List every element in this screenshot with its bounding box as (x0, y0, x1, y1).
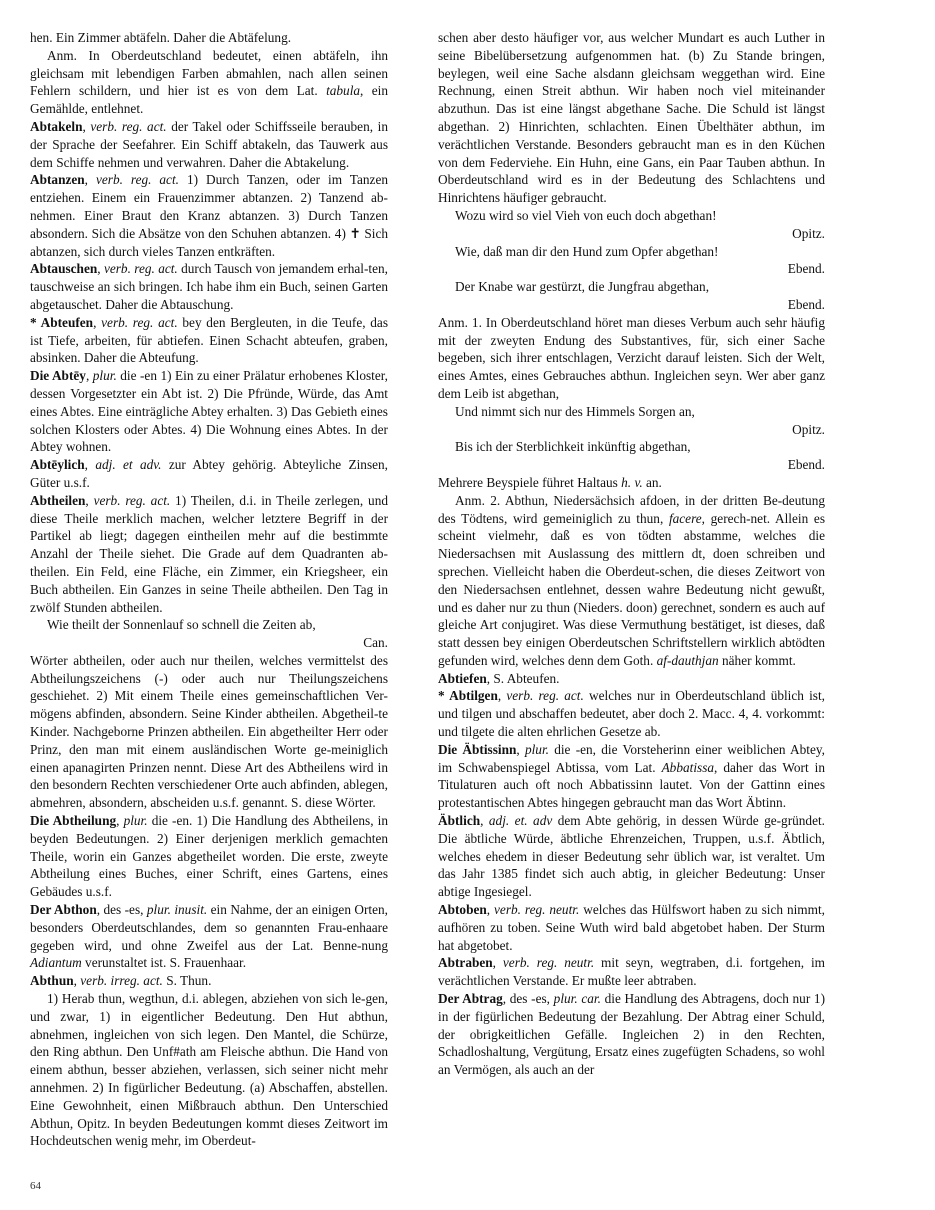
entry-abteylich: Abtēylich, adj. et adv. zur Abtey gehörig. Abteyliche Zinsen, Güter u.s.f. (30, 457, 388, 490)
verse-quote: Und nimmt sich nur des Himmels Sorgen an, (455, 403, 695, 419)
headword: * Abtilgen (438, 688, 498, 704)
entry-abtiefen: Abtiefen, S. Abteufen. (438, 670, 560, 686)
entry-abthun: Abthun, verb. irreg. act. S. Thun. (30, 973, 212, 989)
entry-abtey: Die Abtēy, plur. die -en 1) Ein zu einer Prälatur erhobenes Kloster, dessen Vorgesetzter ein Abt ist. 2) Die Pfründe, Würde, das Amt eines Abtes. Eine einträgliche Abtey erhalten. 3) Das Gebieth eines solchen Klosters oder Abtes. 4) Die Wohnung eines Abtes. In der Abtey wohnen. (30, 368, 388, 455)
entry-abtauschen: Abtauschen, verb. reg. act. durch Tausch von jemandem erhal-ten, tauschweise an sich bringen. Ich habe ihm ein Buch, seinen Garten abgetauschet. Daher die Abtauschung. (30, 261, 388, 312)
headword: Der Abtrag (438, 991, 503, 1007)
entry-abtilgen: * Abtilgen, verb. reg. act. welches nur in Oberdeutschland üblich ist, und tilgen und abschaffen bedeutet, aber doch 2. Macc. 4, 4. vorkommt: und tilgete die alten ehrlichen Gesetze ab. (438, 688, 825, 740)
entry-abtheilung: Die Abtheilung, plur. die -en. 1) Die Handlung des Abtheilens, in beyden Bedeutungen. 2) Einer derjenigen merklich gemachten Theile, worin ein Ganzes abgetheilet worden. Die erste, zweyte Abtheilung eines Buches, einer Schrift, eines Gartens, eines Gebäudes u.s.f. (30, 813, 388, 900)
left-column (30, 29, 388, 1150)
entry-abthun-sense-1: 1) Herab thun, wegthun, d.i. ablegen, abziehen von sich le-gen, und zwar, 1) in eigentlicher Bedeutung. Den Hut abthun, abnehmen, ingleichen von sich legen. Den Mantel, die Schürze, den Ring abthun. Den Unf#ath am Fleische abthun. Die Hand von einem abthun, besser abziehen, verlassen, sich seiner nicht mehr annehmen. 2) In figürlicher Bedeutung. (a) Abschaffen, abstellen. Eine Gewohnheit, einen Mißbrauch abthun. Den Unterschied Abthun, Opitz. In beyden Bedeutungen kommt dieses Zeitwort im Hochdeutschen wenig mehr, im Oberdeut- (30, 991, 388, 1149)
headword: Der Abthon (30, 902, 97, 918)
entry-abtakeln: Abtakeln, verb. reg. act. der Takel oder Schiffsseile berauben, in der Sprache der Seefahrer. Ein Schiff abtakeln, das Tauwerk aus dem Schiffe nehmen und verwahren. Daher die Abtakelung. (30, 118, 388, 170)
note-anm-2: Anm. 2. Abthun, Niedersächsich afdoen, in der dritten Be-deutung des Tödtens, wird gemeiniglich zu thun, facere, gerech-net. Allein es scheint vielmehr, daß es von tödten abstamme, welches die Niedersachsen mit Auslassung des mittlern dt, doen schreiben und sprechen. Vielleicht haben die Oberdeut-schen, die dieses Zeitwort von den Niedersachsen entlehnet, dessen wahre Bedeutung nicht gewußt, und es daher nur zu thun (Nieders. doon) gerechnet, sondern es auch auf gleiche Art conjugiret. Was diese Vermuthung bestätiget, ist dieses, daß statt dessen bey einigen Oberdeutschen Schriftstellern wirklich abtödten gefunden wird, welches denn dem Goth. af-dauthjan näher kommt. (438, 492, 825, 668)
entry-abtheilen: Abtheilen, verb. reg. act. 1) Theilen, d.i. in Theile zerlegen, und diese Theile merklich machen, welcher letztere Begriff in der Partikel ab liegt; dagegen eintheilen mehr auf die bestimmte Anzahl der Theile siehet. Die Grade auf dem Quadranten ab-theilen. Ein Feld, eine Fläche, ein Zimmer, ein Kriegsheer, ein Buch abtheilen. Ein Ganzes in seine Theile abtheilen. Den Tag in zwölf Stunden abtheilen. (30, 492, 388, 615)
headword: Abtakeln (30, 118, 83, 134)
headword: Abtēylich (30, 457, 85, 473)
entry-abtheilen-continued: Wörter abtheilen, oder auch nur theilen, welches vermittelst des Abtheilungszeichens (-) oder auch nur Theilungszeichens geschiehet. 2) Mit einem Theile eines gemeinschaftlichen Ver-mögens abfinden, absondern. Seine Kinder abtheilen. Abgetheil-te Kinder. Nachgeborne Prinzen abtheilen. Ein abgetheilter Herr oder Prinz, den man mit einem ausländischen Worte ge-meiniglich einen apanagirten Prinzen nennt. Diese Art des Abtheilens wird in den besondern Rechten verschiedener Orte auch abfinden, ablegen, abmehren, absondern, abscheiden u.s.f. genannt. S. diese Wörter. (30, 652, 388, 811)
page-number: 64 (30, 1180, 41, 1192)
headword: Die Abtheilung (30, 813, 117, 829)
note-anm-1: Anm. 1. In Oberdeutschland höret man dieses Verbum auch sehr häufig mit der zweyten Endung des Substantives, für, sich einer Sache begeben, sich ihrer entschlagen, Verzicht darauf leisten. Sich der Welt, eines Amtes, eines Gebrauches abthun. Ingleichen seyn. Wer aber ganz dem Leib ist abgethan, (438, 314, 825, 401)
headword: Abtiefen (438, 670, 487, 686)
headword: Abtanzen (30, 172, 85, 188)
entry-abtoben: Abtoben, verb. reg. neutr. welches das Hülfswort haben zu sich nimmt, aufhören zu toben. Seine Wuth wird bald abgetobet haben. Der Sturm hat abgetobet. (438, 902, 825, 953)
quote-source: Ebend. (787, 457, 825, 473)
verse-quote: Wozu wird so viel Vieh von euch doch abgethan! (455, 207, 717, 223)
quote-source: Can. (363, 635, 388, 651)
continued-text: hen. Ein Zimmer abtäfeln. Daher die Abtäfelung. (30, 30, 292, 45)
verse-quote: Wie theilt der Sonnenlauf so schnell die Zeiten ab, (47, 617, 316, 633)
continued-text: schen aber desto häufiger vor, aus welcher Mundart es auch Luther in seine Bibelübersetzung aufgenommen hat. (b) Zu Stande bringen, beylegen, weil eine Sache alsdann gleichsam weggethan wird. Eine Rechnung, einen Streit abthun. Wir haben noch viel miteinander abzuthun. Das ist eine längst abgethane Sache. Die Schuld ist längst abgethan. 2) Hinrichten, schlachten. Einen Übelthäter abthun, im verächtlichen Verstande. Besonders gebraucht man es in den Küchen von dem Federviehe. Ein Huhn, eine Gans, ein Paar Tauben abthun. In Oberdeutschland wird es in der Bedeutung des Schlachtens und Hinrichtens häufiger gebraucht. (438, 30, 825, 206)
headword: Abtheilen (30, 492, 86, 508)
quote-source: Ebend. (787, 296, 825, 312)
headword: Abtraben (438, 955, 493, 971)
entry-abteufen: * Abteufen, verb. reg. act. bey den Bergleuten, in die Teufe, das ist Tiefe, arbeiten, für abtiefen. Einen Schacht abteufen, graben, absinken. Daher die Abteufung. (30, 314, 389, 366)
headword: Abtauschen (30, 261, 98, 277)
verse-quote: Bis ich der Sterblichkeit inkünftig abgethan, (455, 439, 691, 455)
quote-source: Opitz. (792, 421, 825, 437)
verse-quote: Der Knabe war gestürzt, die Jungfrau abgethan, (455, 279, 710, 295)
reference-line: Mehrere Beyspiele führet Haltaus h. v. an. (438, 474, 662, 490)
note-abtaefeln: Anm. In Oberdeutschland bedeutet, einen abtäfeln, ihn gleichsam mit lebendigen Farben abmahlen, nach allen seinen Fehlern schildern, und hier ist es von dem Lat. tabula, ein Gemählde, entlehnet. (30, 47, 388, 117)
headword: Die Abtēy (30, 368, 86, 384)
right-column (438, 29, 825, 1079)
entry-aebtlich: Äbtlich, adj. et. adv dem Abte gehörig, in dessen Würde ge-gründet. Die äbtliche Würde, äbtliche Ehrenzeichen, Truppen, u.s.f. Äbtlich, welches ehedem in dieser Bedeutung sehr üblich war, ist veraltet. Um das Jahr 1385 findet sich auch abtig, in gleicher Bedeutung: Unser abtige Ingesiegel. (438, 813, 825, 900)
entry-abthon: Der Abthon, des -es, plur. inusit. ein Nahme, der an einigen Orten, besonders Oberdeutschlandes, dem so genannten Frau-enhaare gegeben wird, und ohne Zweifel aus der Lat. Benne-nung Adiantum verunstaltet ist. S. Frauenhaar. (30, 902, 389, 971)
entry-abtraben: Abtraben, verb. reg. neutr. mit seyn, wegtraben, d.i. fortgehen, im verächtlichen Verstande. Er mußte leer abtraben. (438, 955, 825, 989)
quote-source: Ebend. (787, 261, 825, 277)
quote-source: Opitz. (792, 225, 825, 241)
headword: Äbtlich (438, 813, 481, 829)
headword: * Abteufen (30, 314, 94, 330)
headword: Abtoben (438, 902, 487, 918)
entry-abtrag: Der Abtrag, des -es, plur. car. die Handlung des Abtragens, doch nur 1) in der figürlichen Bedeutung der Bezahlung. Der Abtrag einer Schuld, der obrigkeitlichen Gefälle. Ingleichen 2) in den Rechten, Schadloshaltung, Vergütung, Ersatz eines zugefügten Schadens, so wohl an Vermögen, als auch an der (438, 991, 825, 1078)
headword: Die Äbtissinn (438, 741, 517, 757)
entry-abtanzen: Abtanzen, verb. reg. act. 1) Durch Tanzen, oder im Tanzen entziehen. Einem ein Frauenzimmer abtanzen. 2) Tanzend ab-nehmen. Einer Braut den Kranz abtanzen. 3) Durch Tanzen absondern. Sich die Absätze von den Schuhen abtanzen. 4) ✝ Sich abtanzen, sich durch vieles Tanzen entkräften. (30, 172, 388, 259)
headword: Abthun (30, 973, 74, 989)
entry-aebtissinn: Die Äbtissinn, plur. die -en, die Vorsteherinn einer weiblichen Abtey, im Schwabenspiegel Abtissa, vom Lat. Abbatissa, daher das Wort in Titulaturen auch oft noch Abbatissinn lautet. Von der Gattinn eines protestantischen Abtes hingegen gebraucht man das Wort Äbtinn. (438, 741, 826, 811)
verse-quote: Wie, daß man dir den Hund zum Opfer abgethan! (455, 243, 719, 259)
